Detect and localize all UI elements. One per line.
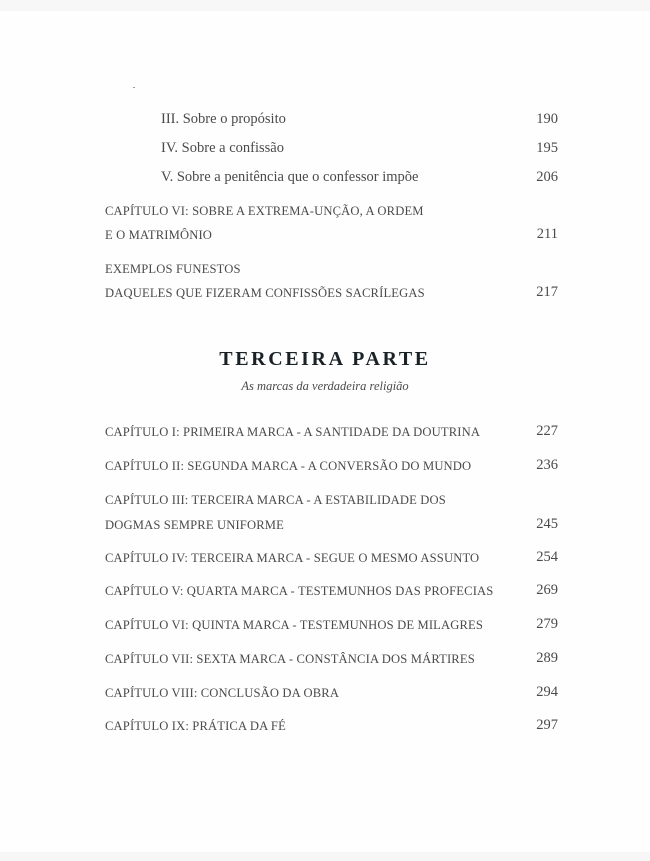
scan-speck: [133, 87, 135, 88]
toc-page-number: 297: [536, 717, 558, 733]
toc-page-number: 294: [536, 684, 558, 700]
toc-entry-text: IV. Sobre a confissão: [161, 140, 284, 156]
toc-page-number: 269: [536, 582, 558, 598]
toc-entry-text: III. Sobre o propósito: [161, 111, 286, 127]
toc-entry-text: CAPÍTULO II: SEGUNDA MARCA - A CONVERSÃO DO MUNDO: [105, 459, 472, 473]
toc-entry-text-line2: DAQUELES QUE FIZERAM CONFISSÕES SACRÍLEGAS: [105, 286, 425, 300]
toc-entry-text: CAPÍTULO VII: SEXTA MARCA - CONSTÂNCIA DOS MÁRTIRES: [105, 652, 475, 666]
toc-entry-text: CAPÍTULO IX: PRÁTICA DA FÉ: [105, 719, 286, 733]
toc-entry-text: CAPÍTULO V: QUARTA MARCA - TESTEMUNHOS DAS PROFECIAS: [105, 584, 494, 598]
toc-entry-text: CAPÍTULO VI: QUINTA MARCA - TESTEMUNHOS DE MILAGRES: [105, 618, 484, 632]
toc-entry-text-line1: EXEMPLOS FUNESTOS: [105, 262, 241, 276]
toc-page-number: 190: [536, 111, 558, 127]
toc-entry-text: V. Sobre a penitência que o confessor impõe: [161, 169, 419, 185]
toc-page-number: 211: [536, 226, 558, 242]
toc-entry-text: CAPÍTULO I: PRIMEIRA MARCA - A SANTIDADE DA DOUTRINA: [105, 425, 481, 439]
toc-entry-text: CAPÍTULO VIII: CONCLUSÃO DA OBRA: [105, 686, 340, 700]
toc-page-number: 254: [536, 549, 558, 565]
toc-page-number: 236: [536, 457, 558, 473]
toc-entry-text-line2: E O MATRIMÔNIO: [105, 228, 213, 242]
document-page: [0, 11, 650, 852]
toc-page-number: 195: [536, 140, 558, 156]
toc-page-number: 289: [536, 650, 558, 666]
part-subtitle: As marcas da verdadeira religião: [241, 379, 409, 393]
toc-page-number: 227: [536, 423, 558, 439]
toc-page-number: 279: [536, 616, 558, 632]
toc-page-number: 245: [536, 516, 558, 532]
toc-entry-text: CAPÍTULO IV: TERCEIRA MARCA - SEGUE O MESMO ASSUNTO: [105, 551, 480, 565]
toc-entry-text-line1: CAPÍTULO VI: SOBRE A EXTREMA-UNÇÃO, A ORDEM: [105, 204, 424, 218]
toc-entry-text-line1: CAPÍTULO III: TERCEIRA MARCA - A ESTABILIDADE DOS: [105, 493, 446, 507]
toc-entry-text-line2: DOGMAS SEMPRE UNIFORME: [105, 518, 284, 532]
toc-page-number: 206: [536, 169, 558, 185]
toc-page-number: 217: [536, 284, 558, 300]
part-title: TERCEIRA PARTE: [219, 348, 431, 370]
